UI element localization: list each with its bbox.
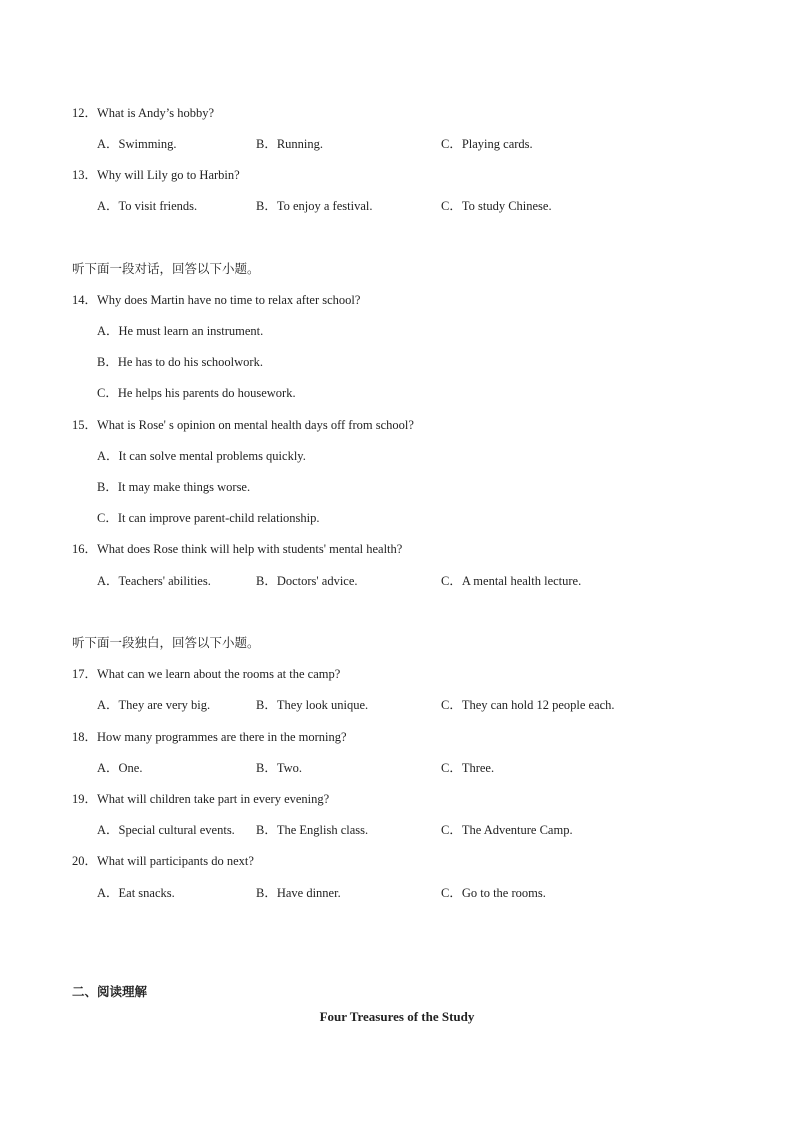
question-15-option-c: C．It can improve parent-child relationship. bbox=[97, 511, 320, 525]
question-12-option-a: A．Swimming. bbox=[97, 137, 177, 151]
question-14: 14．Why does Martin have no time to relax after school? bbox=[72, 293, 361, 307]
question-18-option-a: A．One. bbox=[97, 761, 143, 775]
question-15: 15．What is Rose' s opinion on mental health days off from school? bbox=[72, 418, 414, 432]
question-17-option-b: B．They look unique. bbox=[256, 698, 369, 712]
question-12-option-b: B．Running. bbox=[256, 137, 324, 151]
question-13-option-b: B．To enjoy a festival. bbox=[256, 199, 373, 213]
question-17-option-c: C．They can hold 12 people each. bbox=[441, 698, 615, 712]
question-12: 12．What is Andy’s hobby? bbox=[72, 106, 215, 120]
question-18-option-c: C．Three. bbox=[441, 761, 495, 775]
question-14-option-c: C．He helps his parents do housework. bbox=[97, 386, 296, 400]
question-20: 20．What will participants do next? bbox=[72, 854, 254, 868]
question-15-option-b: B．It may make things worse. bbox=[97, 480, 251, 494]
question-14-option-b: B．He has to do his schoolwork. bbox=[97, 355, 263, 369]
question-16-option-b: B．Doctors' advice. bbox=[256, 574, 358, 588]
question-18: 18．How many programmes are there in the morning? bbox=[72, 730, 347, 744]
question-16: 16．What does Rose think will help with students' mental health? bbox=[72, 542, 403, 556]
question-20-option-b: B．Have dinner. bbox=[256, 886, 341, 900]
question-20-option-a: A．Eat snacks. bbox=[97, 886, 175, 900]
passage-title: Four Treasures of the Study bbox=[319, 1009, 475, 1024]
question-15-option-a: A．It can solve mental problems quickly. bbox=[97, 449, 306, 463]
question-12-option-c: C．Playing cards. bbox=[441, 137, 533, 151]
dialogue-instruction: 听下面一段对话，回答以下小题。 bbox=[72, 261, 260, 276]
question-19: 19．What will children take part in every evening? bbox=[72, 792, 330, 806]
question-16-option-c: C．A mental health lecture. bbox=[441, 574, 582, 588]
section-heading: 二、阅读理解 bbox=[72, 984, 148, 999]
monologue-instruction: 听下面一段独白，回答以下小题。 bbox=[72, 635, 260, 650]
question-19-option-b: B．The English class. bbox=[256, 823, 369, 837]
question-18-option-b: B．Two. bbox=[256, 761, 303, 775]
question-13: 13．Why will Lily go to Harbin? bbox=[72, 168, 240, 182]
question-13-option-a: A．To visit friends. bbox=[97, 199, 198, 213]
question-19-option-a: A．Special cultural events. bbox=[97, 823, 235, 837]
question-13-option-c: C．To study Chinese. bbox=[441, 199, 552, 213]
question-19-option-c: C．The Adventure Camp. bbox=[441, 823, 573, 837]
question-17-option-a: A．They are very big. bbox=[97, 698, 211, 712]
question-17: 17．What can we learn about the rooms at the camp? bbox=[72, 667, 341, 681]
question-20-option-c: C．Go to the rooms. bbox=[441, 886, 546, 900]
question-16-option-a: A．Teachers' abilities. bbox=[97, 574, 211, 588]
question-14-option-a: A．He must learn an instrument. bbox=[97, 324, 264, 338]
